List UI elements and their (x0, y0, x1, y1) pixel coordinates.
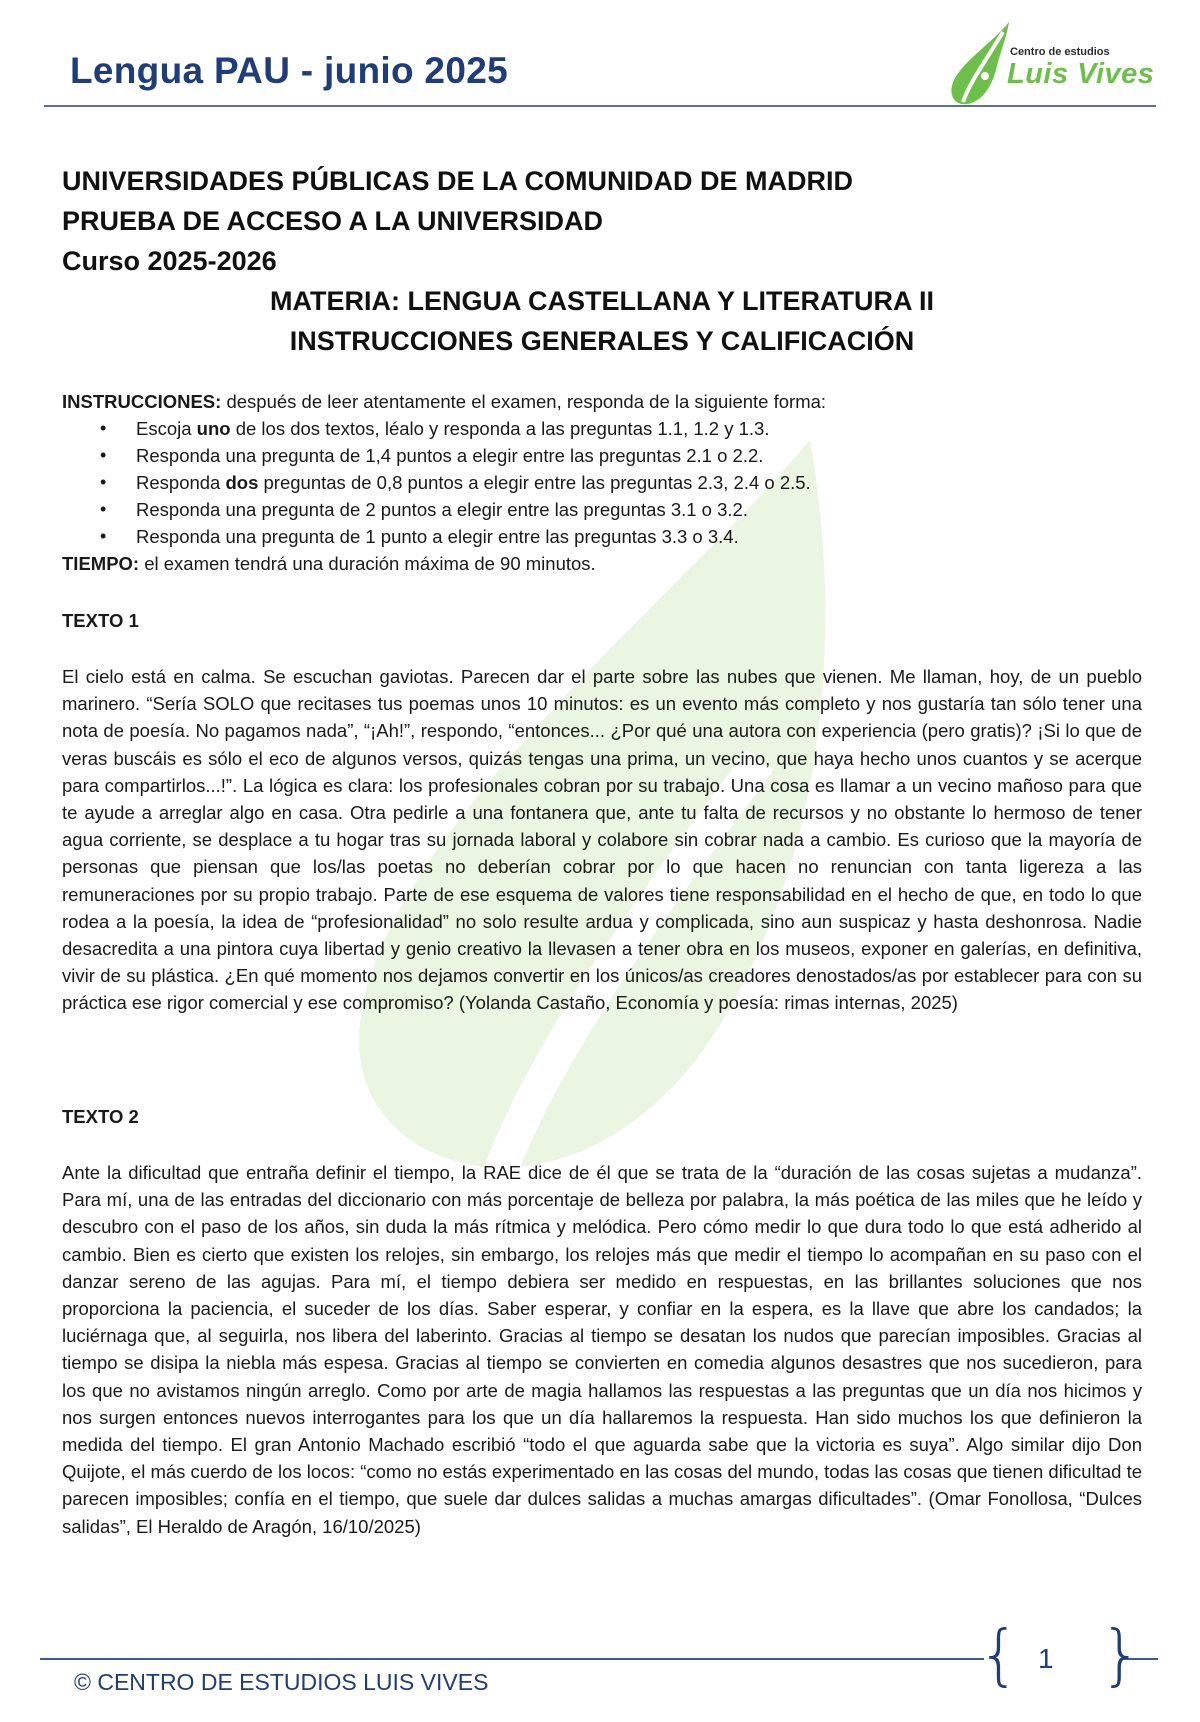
footer-copyright: © CENTRO DE ESTUDIOS LUIS VIVES (74, 1669, 489, 1695)
heading-instructions-title: INSTRUCCIONES GENERALES Y CALIFICACIÓN (289, 326, 915, 356)
instruction-item: • Responda una pregunta de 1,4 puntos a elegir entre las preguntas 2.1 o 2.2. (136, 442, 1142, 469)
texto2-body: Ante la dificultad que entraña definir el tiempo, la RAE dice de él que se trata de la “duración de las cosas sujetas a mudanza”. Para mí, una de las entradas del diccionario con más porcentaje de belleza por palabra, la más poética de las miles que he leído y descubro con el paso de los años, sin duda la más rítmica y melódica. Pero cómo medir lo que dura todo lo que está adherido al cambio. Bien es cierto que existen los relojes, sin embargo, los relojes más que medir el tiempo lo acompañan en su paso con el danzar sereno de las agujas. Para mí, el tiempo debiera ser medido en respuestas, en las brillantes soluciones que nos proporciona la paciencia, el suceder de los días. Saber esperar, y confiar en la espera, es la llave que abre los candados; la luciérnaga que, al seguirla, nos libera del laberinto. Gracias al tiempo se desatan los nudos que parecían imposibles. Gracias al tiempo se disipa la niebla más espesa. Gracias al tiempo se convierten en comedia algunos desastres que nos sucedieron, para los que no avistamos ningún arreglo. Como por arte de magia hallamos las respuestas a las preguntas que un día nos hicimos y nos surgen entonces nuevos interrogantes para los que un día hallaremos la respuesta. Han sido muchos los que definieron la medida del tiempo. El gran Antonio Machado escribió “todo el que aguarda sabe que la victoria es suya”. Algo similar dijo Don Quijote, el más cuerdo de los locos: “como no estás experimentado en las cosas del mundo, todas las cosas que tienen dificultad te parecen imposibles; confía en el tiempo, que suele dar dulces salidas a muchas amargas dificultades”. (Omar Fonollosa, “Dulces salidas”, El Heraldo de Aragón, 16/10/2025) (62, 1162, 1142, 1537)
page-number: 1 (1038, 1643, 1054, 1674)
heading-course: Curso 2025-2026 (62, 246, 277, 276)
leaf-brush-icon (945, 18, 1015, 108)
time-text: el examen tendrá una duración máxima de 90 minutos. (139, 553, 596, 574)
heading-subject: MATERIA: LENGUA CASTELLANA Y LITERATURA II (270, 286, 934, 316)
instruction-item: • Responda una pregunta de 2 puntos a elegir entre las preguntas 3.1 o 3.2. (136, 496, 1142, 523)
header-divider (44, 105, 1156, 107)
texto1-body: El cielo está en calma. Se escuchan gaviotas. Parecen dar el parte sobre las nubes que vienen. Me llaman, hoy, de un pueblo marinero. “Sería SOLO que recitases tus poemas unos 10 minutos: es un evento más completo y nos gustaría tan sólo tener una nota de poesía. No pagamos nada”, “¡Ah!”, respondo, “entonces... ¿Por qué una autora con experiencia (pero gratis)? ¡Si lo que de veras buscáis es sólo el eco de algunos versos, quizás tengas una prima, un vecino, que haya hecho unos cuantos y se acerque para compartirlos...!”. La lógica es clara: los profesionales cobran por su trabajo. Una cosa es llamar a un vecino mañoso para que te ayude a arreglar algo en casa. Otra pedirle a una fontanera que, ante tu falta de recursos y no obstante lo hermoso de tener agua corriente, se desplace a tu hogar tras su jornada laboral y colabore sin cobrar nada a cambio. Es curioso que la mayoría de personas que piensan que los/las poetas no deberían cobrar por lo que hacen no renuncian con tanta ligereza a las remuneraciones por su propio trabajo. Parte de ese esquema de valores tiene responsabilidad en el hecho de que, en todo lo que rodea a la poesía, la idea de “profesionalidad” no solo resulte ardua y complicada, sino aun suspicaz y hasta deshonrosa. Nadie desacredita a una pintora cuya libertad y genio creativo la llevasen a tener obra en los museos, exponer en galerías, en definitiva, vivir de su plástica. ¿En qué momento nos dejamos convertir en los únicos/as creadores denostados/as por establecer para con su práctica ese rigor comercial y ese compromiso? (Yolanda Castaño, Economía y poesía: rimas internas, 2025) (62, 666, 1142, 1014)
instruction-item: • Escoja uno de los dos textos, léalo y responda a las preguntas 1.1, 1.2 y 1.3. (136, 415, 1142, 442)
page-bracket-right: } (1100, 1616, 1142, 1693)
instruction-item: • Responda dos preguntas de 0,8 puntos a elegir entre las preguntas 2.3, 2.4 o 2.5. (136, 469, 1142, 496)
logo-small-text: Centro de estudios (1010, 46, 1110, 58)
exam-time (62, 550, 1142, 577)
exam-heading (62, 161, 1142, 361)
instructions-label: INSTRUCCIONES: (62, 391, 222, 412)
texto1-title: TEXTO 1 (62, 610, 139, 631)
logo-brand-text: Luis Vives (1007, 58, 1155, 90)
footer-divider (40, 1658, 984, 1660)
instructions-intro (62, 388, 1142, 415)
heading-universities: UNIVERSIDADES PÚBLICAS DE LA COMUNIDAD DE MADRID (62, 166, 854, 196)
instructions-list (62, 415, 1142, 550)
time-label: TIEMPO: (62, 553, 140, 574)
centro-luis-vives-logo (945, 18, 1155, 108)
page-bracket-left: { (978, 1616, 1020, 1693)
texto2-title: TEXTO 2 (62, 1106, 139, 1127)
instruction-item: • Responda una pregunta de 1 punto a elegir entre las preguntas 3.3 o 3.4. (136, 523, 1142, 550)
document-header-title: Lengua PAU - junio 2025 (70, 50, 508, 91)
instructions-intro-text: después de leer atentamente el examen, responda de la siguiente forma: (221, 391, 827, 412)
instructions-block (62, 388, 1142, 577)
heading-exam-name: PRUEBA DE ACCESO A LA UNIVERSIDAD (62, 206, 604, 236)
